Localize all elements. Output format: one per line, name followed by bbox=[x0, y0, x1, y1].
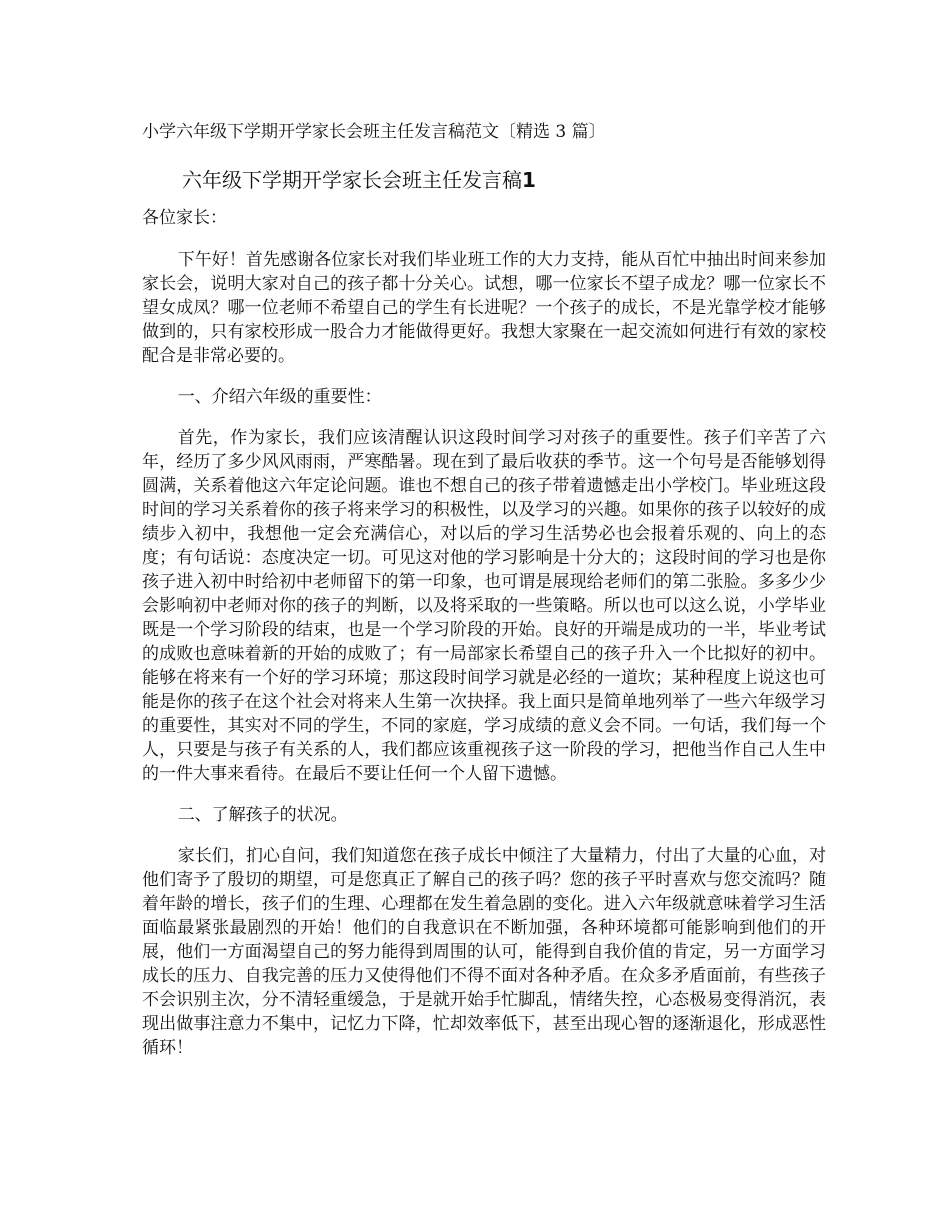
paragraph-importance: 首先，作为家长，我们应该清醒认识这段时间学习对孩子的重要性。孩子们辛苦了六年，经历了多少风风雨雨，严寒酷暑。现在到了最后收获的季节。这一个句号是否能够划得圆满，关系着他这六年定论问题。谁也不想自己的孩子带着遗憾走出小学校门。毕业班这段时间的学习关系着你的孩子将来学习的积极性，以及学习的兴趣。如果你的孩子以较好的成绩步入初中，我想他一定会充满信心，对以后的学习生活势必也会报着乐观的、向上的态度；有句话说：态度决定一切。可见这对他的学习影响是十分大的；这段时间的学习也是你孩子进入初中时给初中老师留下的第一印象，也可谓是展现给老师们的第二张脸。多多少少会影响初中老师对你的孩子的判断，以及将采取的一些策略。所以也可以这么说，小学毕业既是一个学习阶段的结束，也是一个学习阶段的开始。良好的开端是成功的一半，毕业考试的成败也意味着新的开始的成败了；有一局部家长希望自己的孩子升入一个比拟好的初中。能够在将来有一个好的学习环境；那这段时间学习就是必经的一道坎；某种程度上说这也可能是你的孩子在这个社会对将来人生第一次抉择。我上面只是简单地列举了一些六年级学习的重要性，其实对不同的学生，不同的家庭，学习成绩的意义会不同。一句话，我们每一个人，只要是与孩子有关系的人，我们都应该重视孩子这一阶段的学习，把他当作自己人生中的一件大事来看待。在最后不要让任何一个人留下遗憾。 bbox=[142, 428, 826, 784]
section-heading bbox=[142, 166, 826, 194]
subheading-understand-child: 二、了解孩子的状况。 bbox=[177, 805, 348, 825]
subheading-importance: 一、介绍六年级的重要性： bbox=[177, 387, 382, 407]
paragraph-understand-child: 家长们，扪心自问，我们知道您在孩子成长中倾注了大量精力，付出了大量的心血，对他们寄予了殷切的期望，可是您真正了解自己的孩子吗？您的孩子平时喜欢与您交流吗？随着年龄的增长，孩子们的生理、心理都在发生着急剧的变化。进入六年级就意味着学习生活面临最紧张最剧烈的开始！他们的自我意识在不断加强，各种环境都可能影响到他们的开展，他们一方面渴望自己的努力能得到周围的认可，能得到自我价值的肯定，另一方面学习成长的压力、自我完善的压力又使得他们不得不面对各种矛盾。在众多矛盾面前，有些孩子不会识别主次，分不清轻重缓急，于是就开始手忙脚乱，情绪失控，心态极易变得消沉，表现出做事注意力不集中，记忆力下降，忙却效率低下，甚至出现心智的逐渐退化，形成恶性循环！ bbox=[142, 846, 826, 1058]
paragraph-greeting: 下午好！首先感谢各位家长对我们毕业班工作的大力支持，能从百忙中抽出时间来参加家长会，说明大家对自己的孩子都十分关心。试想，哪一位家长不望子成龙？哪一位家长不望女成凤？哪一位老师不希望自己的学生有长进呢？一个孩子的成长，不是光靠学校才能够做到的，只有家校形成一股合力才能做得更好。我想大家聚在一起交流如何进行有效的家校配合是非常必要的。 bbox=[142, 250, 826, 366]
salutation: 各位家长： bbox=[142, 208, 227, 228]
section-heading-text: 六年级下学期开学家长会班主任发言稿 bbox=[182, 168, 522, 192]
document-page bbox=[142, 120, 826, 1077]
section-heading-number: 1 bbox=[522, 168, 536, 192]
document-title: 小学六年级下学期开学家长会班主任发言稿范文〔精选 3 篇〕 bbox=[142, 122, 606, 142]
